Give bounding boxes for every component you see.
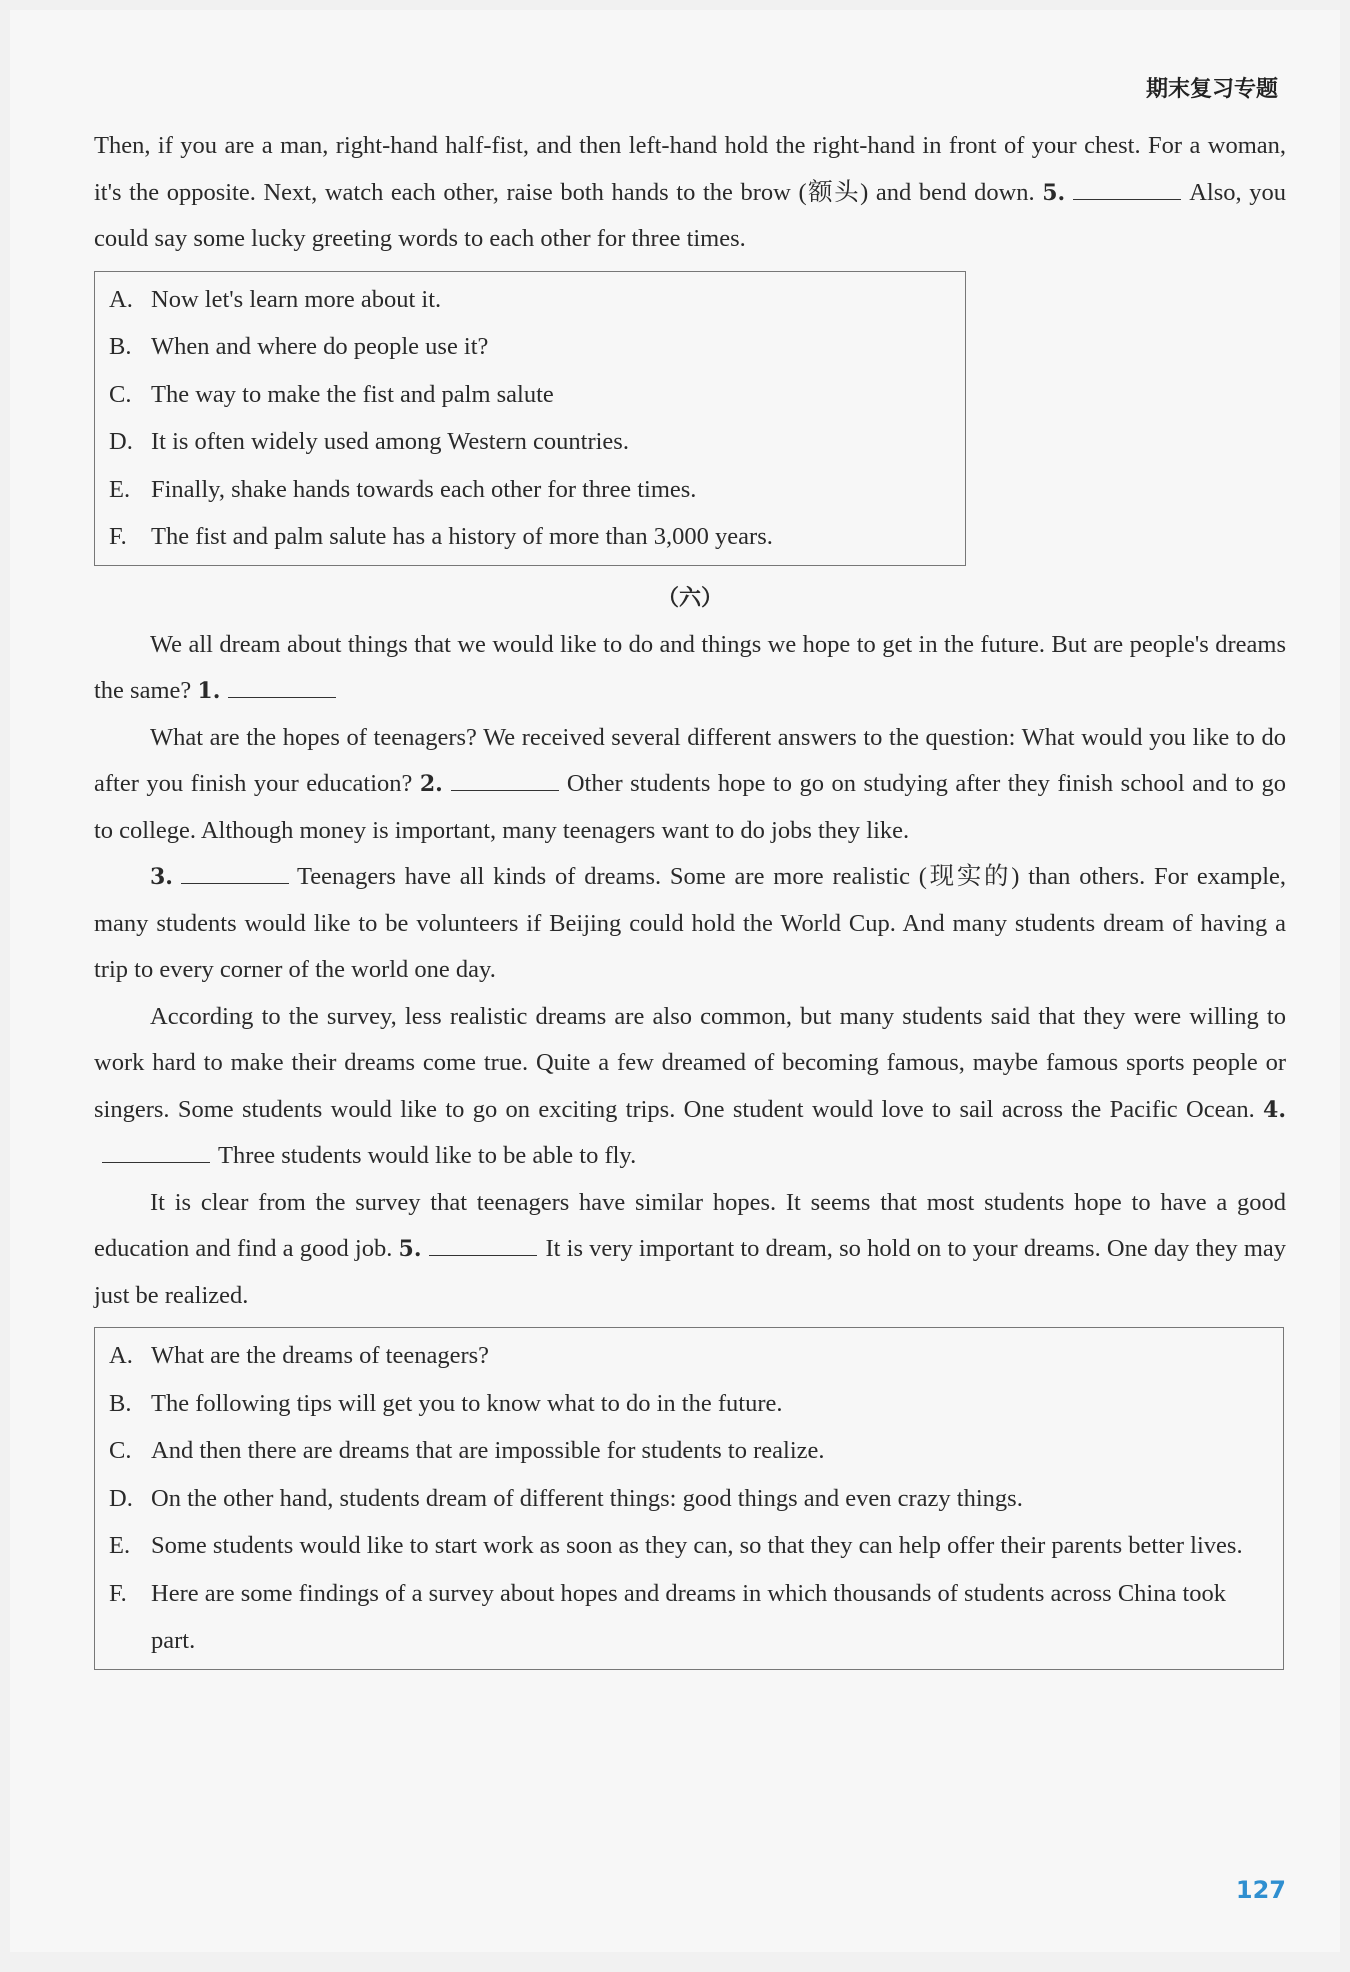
page-number: 127 bbox=[1235, 1876, 1286, 1904]
option-item bbox=[109, 1570, 1269, 1665]
option-letter: D. bbox=[109, 1484, 133, 1512]
paragraph-text: We all dream about things that we would like to do and things we hope to get in the future. But are people's dreams the same? bbox=[94, 630, 1286, 704]
intro-paragraph bbox=[94, 123, 1286, 263]
document-page bbox=[10, 10, 1340, 1952]
blank-number: 1. bbox=[197, 678, 221, 704]
option-letter: F. bbox=[109, 523, 127, 550]
blank-number: 3. bbox=[150, 864, 173, 890]
paragraph-text: Three students would like to be able to fly. bbox=[218, 1142, 637, 1169]
answer-blank[interactable] bbox=[181, 863, 289, 884]
paragraph-4 bbox=[94, 994, 1286, 1180]
option-letter: F. bbox=[109, 1579, 127, 1607]
option-item bbox=[109, 513, 951, 561]
section-title: （六） bbox=[656, 585, 723, 611]
paragraph-text: Other students hope to go on studying after they finish school and to go to college. Although money is important, many teenagers want to do jobs they like. bbox=[94, 770, 1286, 844]
option-letter: E. bbox=[109, 1532, 131, 1559]
paragraph-text: It is clear from the survey that teenagers have similar hopes. It seems that most students hope to have a good education and find a good job. bbox=[94, 1188, 1286, 1262]
option-letter: A. bbox=[109, 285, 133, 313]
paragraph-2 bbox=[94, 715, 1286, 855]
answer-blank[interactable] bbox=[228, 677, 336, 698]
page-content bbox=[94, 123, 1286, 1680]
option-text: Here are some findings of a survey about hopes and dreams in which thousands of students across China took part. bbox=[151, 1579, 1227, 1654]
paragraph-1 bbox=[94, 622, 1286, 715]
option-item bbox=[109, 1522, 1269, 1570]
header-title: 期末复习专题 bbox=[1145, 77, 1278, 102]
option-text: It is often widely used among Western countries. bbox=[151, 428, 629, 455]
option-item bbox=[109, 371, 951, 419]
intro-text-a: Then, if you are a man, right-hand half-fist, and then left-hand hold the right-hand in front of your chest. For a woman, it's the opposite. Next, watch each other, raise both hands to the brow (额头) and bend down. bbox=[94, 132, 1286, 206]
option-item bbox=[109, 466, 951, 514]
option-text: The following tips will get you to know what to do in the future. bbox=[151, 1389, 783, 1417]
option-item bbox=[109, 1475, 1269, 1523]
option-item bbox=[109, 276, 951, 324]
option-letter: B. bbox=[109, 1389, 132, 1417]
paragraph-5 bbox=[94, 1180, 1286, 1320]
option-text: What are the dreams of teenagers? bbox=[151, 1342, 490, 1369]
option-text: The way to make the fist and palm salute bbox=[151, 380, 554, 408]
option-text: Now let's learn more about it. bbox=[151, 285, 442, 313]
option-text: On the other hand, students dream of different things: good things and even crazy things. bbox=[151, 1484, 1023, 1512]
options-box-2 bbox=[94, 1327, 1284, 1670]
option-letter: A. bbox=[109, 1342, 133, 1369]
option-item bbox=[109, 323, 951, 371]
options-box-1 bbox=[94, 271, 966, 566]
option-letter: B. bbox=[109, 333, 132, 360]
option-text: Finally, shake hands towards each other for three times. bbox=[151, 475, 697, 503]
option-text: The fist and palm salute has a history of more than 3,000 years. bbox=[151, 523, 773, 550]
paragraph-text: It is very important to dream, so hold on to your dreams. One day they may just be realized. bbox=[94, 1235, 1287, 1309]
paragraph-text: What are the hopes of teenagers? We received several different answers to the question: What would you like to do after you finish your education? bbox=[94, 723, 1286, 797]
option-text: Some students would like to start work as soon as they can, so that they can help offer their parents better lives. bbox=[151, 1532, 1243, 1559]
option-text: And then there are dreams that are impossible for students to realize. bbox=[151, 1437, 825, 1464]
blank-number: 2. bbox=[419, 771, 443, 797]
answer-blank[interactable] bbox=[102, 1142, 210, 1163]
paragraph-text: According to the survey, less realistic dreams are also common, but many students said that they were willing to work hard to make their dreams come true. Quite a few dreamed of becoming famous, maybe famous sports people or singers. Some students would like to go on exciting trips. One student would love to sail across the Pacific Ocean. bbox=[94, 1002, 1286, 1123]
answer-blank[interactable] bbox=[1073, 179, 1181, 200]
paragraph-text: Teenagers have all kinds of dreams. Some are more realistic (现实的) than others. For example, many students would like to be volunteers if Beijing could hold the World Cup. And many students dream of having a trip to every corner of the world one day. bbox=[94, 863, 1286, 983]
blank-number: 5. bbox=[1042, 179, 1066, 206]
answer-blank[interactable] bbox=[451, 770, 559, 791]
option-item bbox=[109, 1380, 1269, 1428]
option-item bbox=[109, 1427, 1269, 1475]
blank-number: 5. bbox=[398, 1236, 422, 1262]
option-letter: D. bbox=[109, 428, 133, 455]
option-text: When and where do people use it? bbox=[151, 333, 489, 360]
answer-blank[interactable] bbox=[429, 1235, 537, 1256]
intro-text-b: Also, you could say some lucky greeting words to each other for three times. bbox=[94, 178, 1286, 252]
blank-number: 4. bbox=[1263, 1096, 1287, 1123]
option-letter: E. bbox=[109, 475, 131, 503]
option-letter: C. bbox=[109, 380, 132, 408]
option-letter: C. bbox=[109, 1437, 132, 1464]
paragraph-3 bbox=[94, 854, 1286, 994]
option-item bbox=[109, 418, 951, 466]
option-item bbox=[109, 1332, 1269, 1380]
